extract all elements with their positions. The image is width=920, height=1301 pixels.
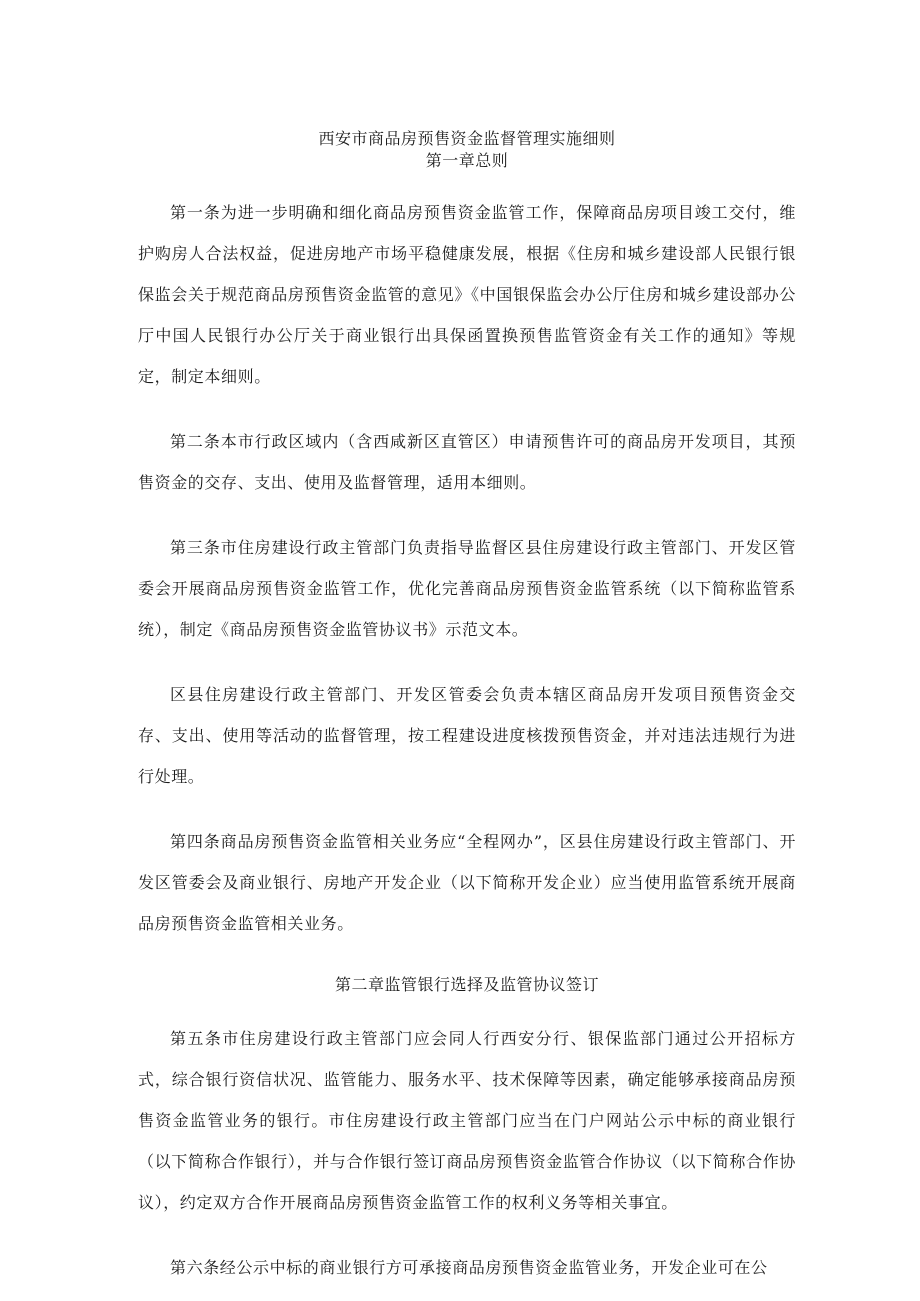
- chapter-1-title: 第一章总则: [425, 151, 509, 170]
- article-6-paragraph: 第六条经公示中标的商业银行方可承接商品房预售资金监管业务，开发企业可在公: [170, 1258, 768, 1277]
- article-2-paragraph: 第二条本市行政区域内（含西咸新区直管区）申请预售许可的商品房开发项目，其预售资金的交存、支出、使用及监督管理，适用本细则。: [138, 432, 796, 492]
- chapter-2-title: 第二章监管银行选择及监管协议签订: [334, 975, 599, 994]
- article-3-paragraph: 第三条市住房建设行政主管部门负责指导监督区县住房建设行政主管部门、开发区管委会开展商品房预售资金监管工作，优化完善商品房预售资金监管系统（以下简称监管系统），制定《商品房预售资金监管协议书》示范文本。: [138, 538, 796, 639]
- article-1-paragraph: 第一条为进一步明确和细化商品房预售资金监管工作，保障商品房项目竣工交付，维护购房人合法权益，促进房地产市场平稳健康发展，根据《住房和城乡建设部人民银行银保监会关于规范商品房预售资金监管的意见》《中国银保监会办公厅住房和城乡建设部办公厅中国人民银行办公厅关于商业银行出具保函置换预售监管资金有关工作的通知》等规定，制定本细则。: [138, 203, 796, 386]
- article-4-paragraph: 第四条商品房预售资金监管相关业务应“全程网办”，区县住房建设行政主管部门、开发区管委会及商业银行、房地产开发企业（以下简称开发企业）应当使用监管系统开展商品房预售资金监管相关业务。: [138, 832, 796, 933]
- document-title: 西安市商品房预售资金监督管理实施细则: [318, 129, 616, 148]
- article-3-continuation-paragraph: 区县住房建设行政主管部门、开发区管委会负责本辖区商品房开发项目预售资金交存、支出、使用等活动的监督管理，按工程建设进度核拨预售资金，并对违法违规行为进行处理。: [138, 685, 796, 786]
- article-5-paragraph: 第五条市住房建设行政主管部门应会同人行西安分行、银保监部门通过公开招标方式，综合银行资信状况、监管能力、服务水平、技术保障等因素，确定能够承接商品房预售资金监管业务的银行。市住房建设行政主管部门应当在门户网站公示中标的商业银行（以下简称合作银行），并与合作银行签订商品房预售资金监管合作协议（以下简称合作协议），约定双方合作开展商品房预售资金监管工作的权利义务等相关事宜。: [138, 1029, 796, 1212]
